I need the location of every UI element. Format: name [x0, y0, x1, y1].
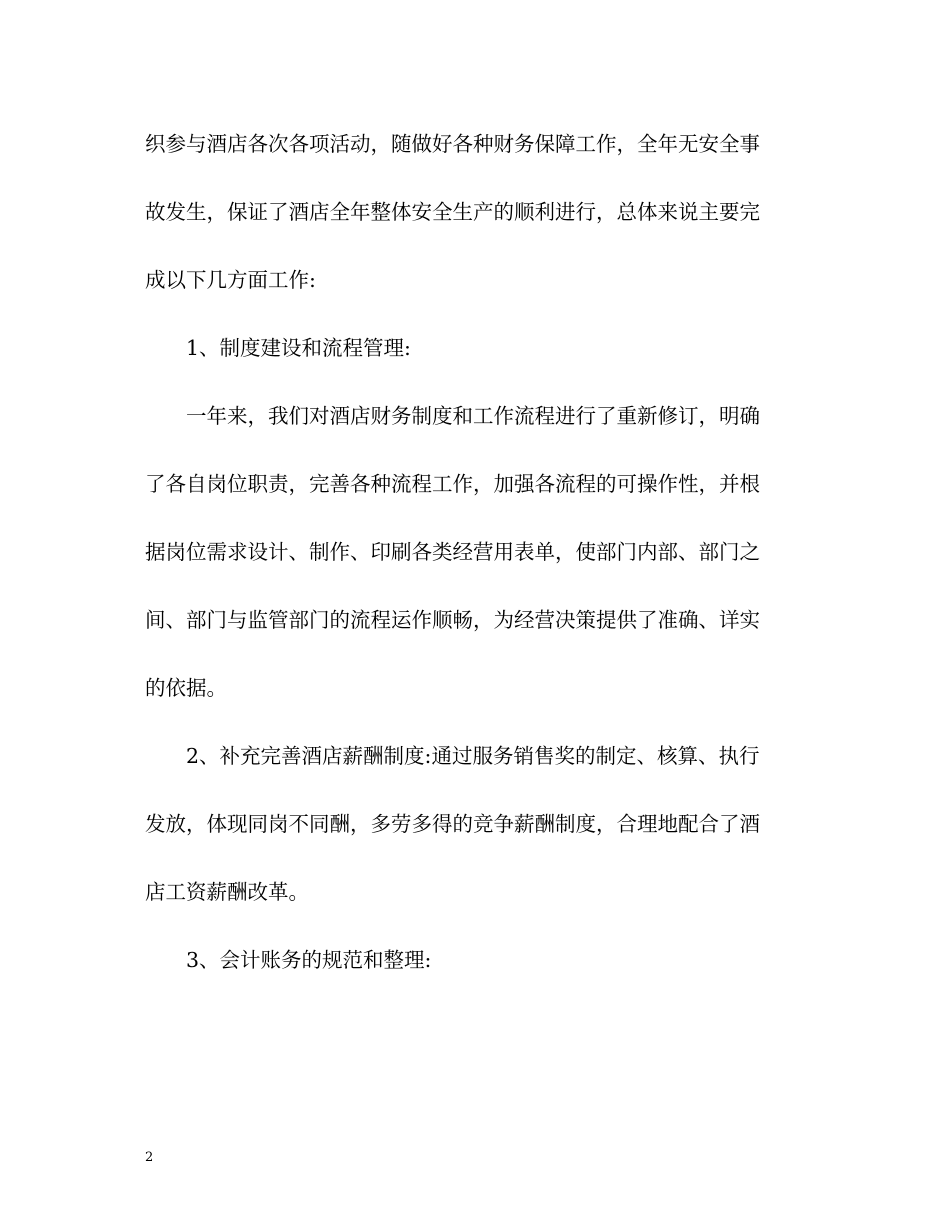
text-line: 一年来，我们对酒店财务制度和工作流程进行了重新修订，明确 — [186, 404, 760, 428]
section-heading: 2、补充完善酒店薪酬制度:通过服务销售奖的制定、核算、执行 — [186, 744, 760, 768]
section-heading: 1、制度建设和流程管理: — [186, 336, 411, 360]
text-line: 据岗位需求设计、制作、印刷各类经营用表单，使部门内部、部门之 — [145, 540, 760, 564]
text-line: 发放，体现同岗不同酬，多劳多得的竞争薪酬制度，合理地配合了酒 — [145, 812, 760, 836]
page-number: 2 — [145, 1150, 154, 1165]
text-line: 故发生，保证了酒店全年整体安全生产的顺利进行，总体来说主要完 — [145, 200, 760, 224]
text-line: 成以下几方面工作: — [145, 268, 316, 292]
text-line: 了各自岗位职责，完善各种流程工作，加强各流程的可操作性，并根 — [145, 472, 760, 496]
text-line: 店工资薪酬改革。 — [145, 880, 309, 904]
text-line: 织参与酒店各次各项活动，随做好各种财务保障工作，全年无安全事 — [145, 132, 760, 156]
body-text — [145, 118, 800, 1002]
section-heading: 3、会计账务的规范和整理: — [186, 948, 432, 972]
text-line: 的依据。 — [145, 676, 227, 700]
text-line: 间、部门与监管部门的流程运作顺畅，为经营决策提供了准确、详实 — [145, 608, 760, 632]
